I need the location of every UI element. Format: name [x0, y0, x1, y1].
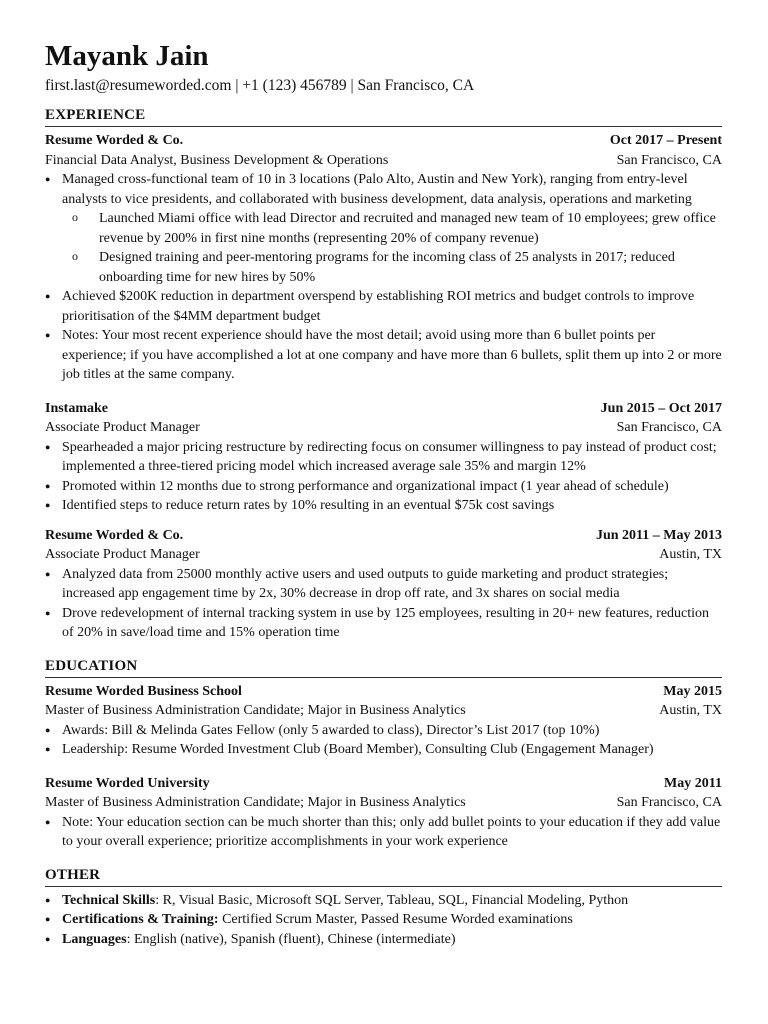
job-entry: [45, 526, 722, 643]
education-bullet: ● Awards: Bill & Melinda Gates Fellow (only 5 awarded to class), Director’s List 2017 (top 10%): [45, 721, 722, 741]
job-entry: [45, 131, 722, 385]
job-sub-bullet: o Designed training and peer-mentoring programs for the incoming class of 25 analysts in 2017; reduced onboarding time for new hires by 50%: [45, 248, 722, 287]
job-bullet: ● Spearheaded a major pricing restructure by redirecting focus on consumer willingness to pay instead of product cost; implemented a three-tiered pricing model which increased average sale 35% and margin 12%: [45, 438, 722, 477]
job-location: Austin, TX: [659, 547, 722, 562]
education-bullet: ● Note: Your education section can be much shorter than this; only add bullet points to your education if they add value to your overall experience; prioritize accomplishments in your work experience: [45, 813, 722, 852]
job-role: Financial Data Analyst, Business Development & Operations: [45, 152, 389, 168]
job-bullet: ● Managed cross-functional team of 10 in 3 locations (Palo Alto, Austin and New York), ranging from entry-level analysts to vice presidents, and collaborated with business development, data analysis, operations and marketing: [45, 170, 722, 209]
other-item-label: Certifications & Training:: [62, 912, 219, 927]
job-company: Resume Worded & Co.: [45, 527, 184, 543]
education-entry: [45, 682, 722, 760]
education-section: [45, 657, 722, 852]
other-item-text: : English (native), Spanish (fluent), Chinese (intermediate): [126, 931, 456, 947]
school-degree: Master of Business Administration Candidate; Major in Business Analytics: [45, 795, 466, 810]
job-entry: [45, 399, 722, 516]
other-item-certifications: [45, 910, 722, 930]
school-degree: Master of Business Administration Candidate; Major in Business Analytics: [45, 703, 466, 718]
job-bullet: ● Promoted within 12 months due to strong performance and organizational impact (1 year ahead of schedule): [45, 477, 722, 497]
job-bullet: ● Achieved $200K reduction in department overspend by establishing ROI metrics and budget controls to improve prioritisation of the $4MM department budget: [45, 287, 722, 326]
job-bullet: ● Notes: Your most recent experience should have the most detail; avoid using more than 6 bullet points per experience; if you have accomplished a lot at one company and have more than 6 bullets, split them up into 2 or more job titles at the same company.: [45, 326, 722, 385]
school-date: May 2015: [663, 683, 722, 699]
school-date: May 2011: [664, 775, 722, 791]
other-item-label: Technical Skills: [62, 892, 156, 908]
job-role: Associate Product Manager: [45, 420, 200, 435]
other-item-languages: [45, 930, 722, 950]
job-dates: Jun 2011 – May 2013: [595, 527, 722, 543]
school-name: Resume Worded Business School: [45, 683, 242, 699]
job-sub-bullet: o Launched Miami office with lead Director and recruited and managed new team of 10 employees; grew office revenue by 200% in first nine months (representing 20% of company revenue): [45, 209, 722, 248]
other-item-technical-skills: [45, 891, 722, 911]
job-dates: Oct 2017 – Present: [609, 133, 722, 148]
school-name: Resume Worded University: [45, 775, 210, 791]
job-location: San Francisco, CA: [616, 152, 722, 168]
resume-page: [45, 38, 722, 949]
contact-line: first.last@resumeworded.com | +1 (123) 456789 | San Francisco, CA: [45, 77, 475, 94]
school-location: Austin, TX: [659, 703, 722, 718]
school-location: San Francisco, CA: [616, 795, 722, 810]
job-dates: Jun 2015 – Oct 2017: [600, 400, 722, 416]
education-bullet: ● Leadership: Resume Worded Investment Club (Board Member), Consulting Club (Engagement Manager): [45, 740, 722, 760]
job-bullet: ● Analyzed data from 25000 monthly active users and used outputs to guide marketing and product strategies; increased app engagement time by 2x, 30% decrease in drop off rate, and 3x shares on social media: [45, 565, 722, 604]
education-entry: [45, 774, 722, 852]
job-company: Instamake: [45, 400, 109, 416]
experience-section: [45, 106, 722, 643]
other-item-text: Certified Scrum Master, Passed Resume Worded examinations: [218, 912, 573, 927]
other-section: [45, 866, 722, 950]
job-role: Associate Product Manager: [45, 547, 200, 562]
candidate-name: Mayank Jain: [45, 40, 209, 72]
job-location: San Francisco, CA: [616, 420, 722, 435]
section-title-other: OTHER: [45, 866, 722, 887]
section-title-experience: EXPERIENCE: [45, 106, 722, 127]
job-bullet: ● Drove redevelopment of internal tracking system in use by 125 employees, resulting in 20+ new features, reduction of 20% in save/load time and 15% operation time: [45, 604, 722, 643]
other-item-label: Languages: [62, 931, 127, 947]
other-item-text: : R, Visual Basic, Microsoft SQL Server, Tableau, SQL, Financial Modeling, Python: [155, 892, 629, 908]
job-company: Resume Worded & Co.: [45, 133, 184, 148]
section-title-education: EDUCATION: [45, 657, 722, 678]
job-bullet: ● Identified steps to reduce return rates by 10% resulting in an eventual $75k cost savings: [45, 496, 722, 516]
